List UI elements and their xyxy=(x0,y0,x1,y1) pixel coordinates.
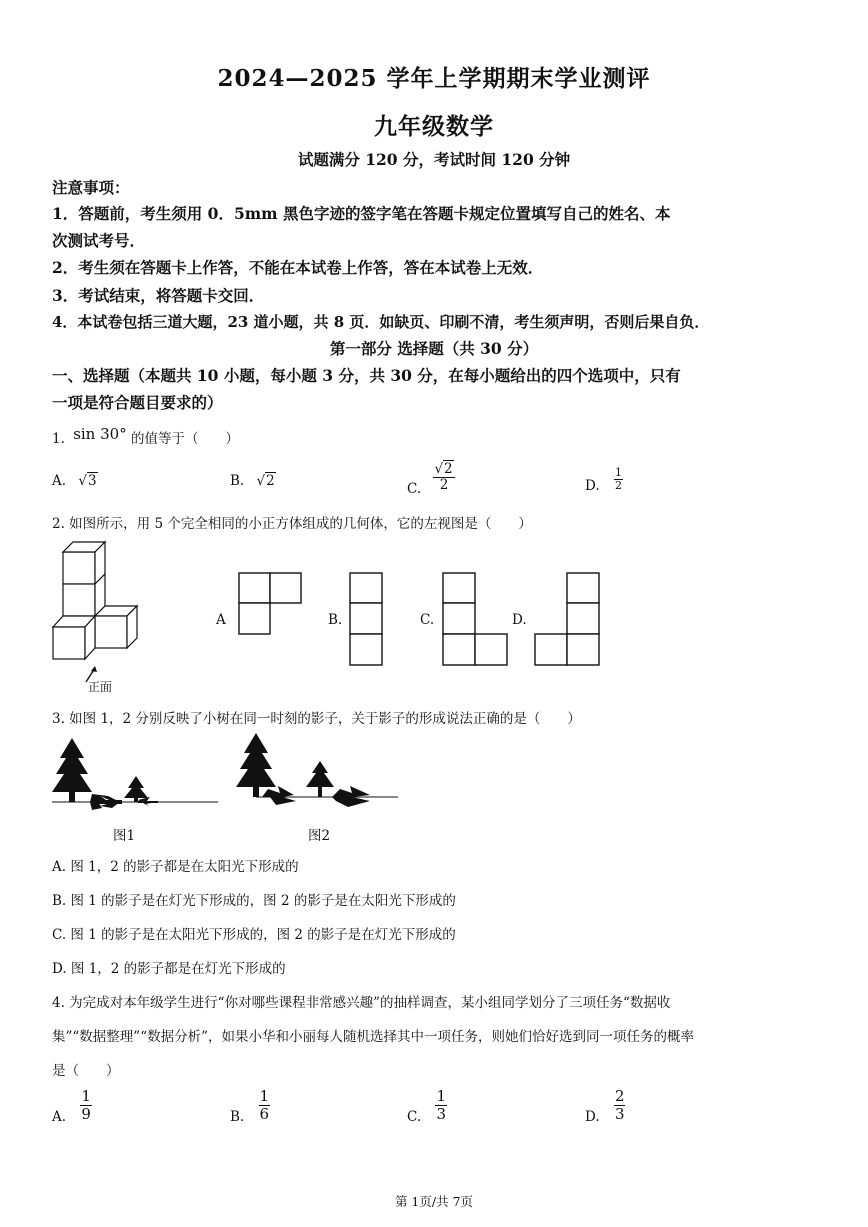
q3-option-d: D. 图 1，2 的影子都是在灯光下形成的 xyxy=(52,961,286,977)
q2-option-d-label: D. xyxy=(512,612,527,628)
q4-a-denominator: 9 xyxy=(81,1104,91,1123)
q3-option-a: A. 图 1，2 的影子都是在太阳光下形成的 xyxy=(52,859,299,875)
q3-option-b: B. 图 1 的影子是在灯光下形成的，图 2 的影子是在太阳光下形成的 xyxy=(52,893,456,909)
exam-title: 2024—2025 学年上学期期末学业测评 xyxy=(217,65,651,92)
note-3: 3．考试结束，将答题卡交回． xyxy=(52,286,265,305)
q2-option-b-label: B. xyxy=(328,612,343,628)
q2-front-label: 正面 xyxy=(88,680,113,694)
q3-figure-1 xyxy=(52,736,222,816)
q4-option-b xyxy=(230,1087,270,1125)
notes-heading: 注意事项： xyxy=(52,178,130,197)
note-1-line2: 次测试考号． xyxy=(52,231,146,250)
q4-stem-line1: 4. 为完成对本年级学生进行“你对哪些课程非常感兴趣”的抽样调查，某小组同学划分了三项任务“数据收 xyxy=(52,995,671,1011)
q4-option-d xyxy=(585,1087,625,1125)
q3-option-c: C. 图 1 的影子是在太阳光下形成的，图 2 的影子是在灯光下形成的 xyxy=(52,927,456,943)
q1-b-label: B. xyxy=(230,473,245,489)
q2-option-c-label: C. xyxy=(420,612,435,628)
section1-line2: 一项是符合题目要求的） xyxy=(52,393,223,412)
q1-text: 的值等于（ ） xyxy=(131,431,239,447)
section1-line1: 一、选择题（本题共 10 小题，每小题 3 分，共 30 分，在每小题给出的四个选项中，只有 xyxy=(52,366,681,385)
q4-stem-line3: 是（ ） xyxy=(52,1063,120,1079)
q1-c-denominator: 2 xyxy=(439,476,449,493)
q2-solid-figure xyxy=(50,540,150,695)
q2-option-d-view xyxy=(534,572,602,667)
page-footer: 第 1页/共 7页 xyxy=(394,1194,474,1209)
q1-stem xyxy=(52,427,239,447)
q4-option-c xyxy=(407,1087,447,1125)
q4-b-label: B. xyxy=(230,1108,245,1125)
q1-c-numerator: 2 xyxy=(444,461,453,477)
q2-option-c-view xyxy=(442,572,510,667)
q3-figure-2-caption: 图2 xyxy=(308,828,331,844)
q1-option-a: A. √3 xyxy=(52,473,97,489)
q4-d-label: D. xyxy=(585,1108,600,1125)
q4-d-denominator: 3 xyxy=(614,1104,625,1123)
q2-option-b-view xyxy=(349,572,385,667)
q4-c-denominator: 3 xyxy=(436,1104,446,1123)
q1-b-radicand: 2 xyxy=(266,473,275,489)
q1-option-b: B. √2 xyxy=(230,473,275,489)
q1-expression: sin 30° xyxy=(73,425,127,443)
q1-d-numerator: 1 xyxy=(614,466,622,479)
q3-figure-2 xyxy=(236,731,406,811)
q3-stem: 3. 如图 1，2 分别反映了小树在同一时刻的影子，关于影子的形成说法正确的是（ ） xyxy=(52,711,581,727)
q1-a-radicand: 3 xyxy=(87,473,97,489)
q4-c-label: C. xyxy=(407,1108,422,1125)
exam-subject: 九年级数学 xyxy=(374,113,494,140)
q2-stem: 2. 如图所示，用 5 个完全相同的小正方体组成的几何体，它的左视图是（ ） xyxy=(52,516,532,532)
q4-b-denominator: 6 xyxy=(259,1104,270,1123)
exam-info: 试题满分 120 分，考试时间 120 分钟 xyxy=(297,150,571,169)
note-2: 2．考生须在答题卡上作答，不能在本试卷上作答，答在本试卷上无效． xyxy=(52,258,544,277)
q1-option-c: C. $\frac{√2}{2}$ xyxy=(407,461,453,497)
q4-option-a xyxy=(52,1087,92,1125)
q2-option-a-label: A xyxy=(216,612,226,628)
q4-a-label: A. xyxy=(52,1108,67,1125)
q1-d-label: D. xyxy=(585,478,600,495)
q4-a-numerator: 1 xyxy=(81,1087,91,1105)
q1-d-denominator: 2 xyxy=(614,479,622,493)
q1-a-label: A. xyxy=(52,473,67,489)
q1-c-label: C. xyxy=(407,480,422,497)
note-1-line1: 1．答题前，考生须用 0．5mm 黑色字迹的签字笔在答题卡规定位置填写自己的姓名、本 xyxy=(52,204,671,223)
q4-c-numerator: 1 xyxy=(436,1087,446,1105)
q1-option-d xyxy=(585,466,623,495)
q1-number: 1. xyxy=(52,431,65,447)
q2-option-a-view xyxy=(238,572,304,636)
note-4: 4．本试卷包括三道大题，23 道小题，共 8 页．如缺页、印刷不清，考生须声明，否则后果自负． xyxy=(52,313,710,331)
q4-b-numerator: 1 xyxy=(259,1087,270,1105)
q4-d-numerator: 2 xyxy=(614,1087,625,1105)
q3-figure-1-caption: 图1 xyxy=(113,828,136,844)
part1-heading: 第一部分 选择题（共 30 分） xyxy=(329,339,539,358)
q4-stem-line2: 集”“数据整理”“数据分析”，如果小华和小丽每人随机选择其中一项任务，则她们恰好选到同一项任务的概率 xyxy=(52,1029,695,1045)
